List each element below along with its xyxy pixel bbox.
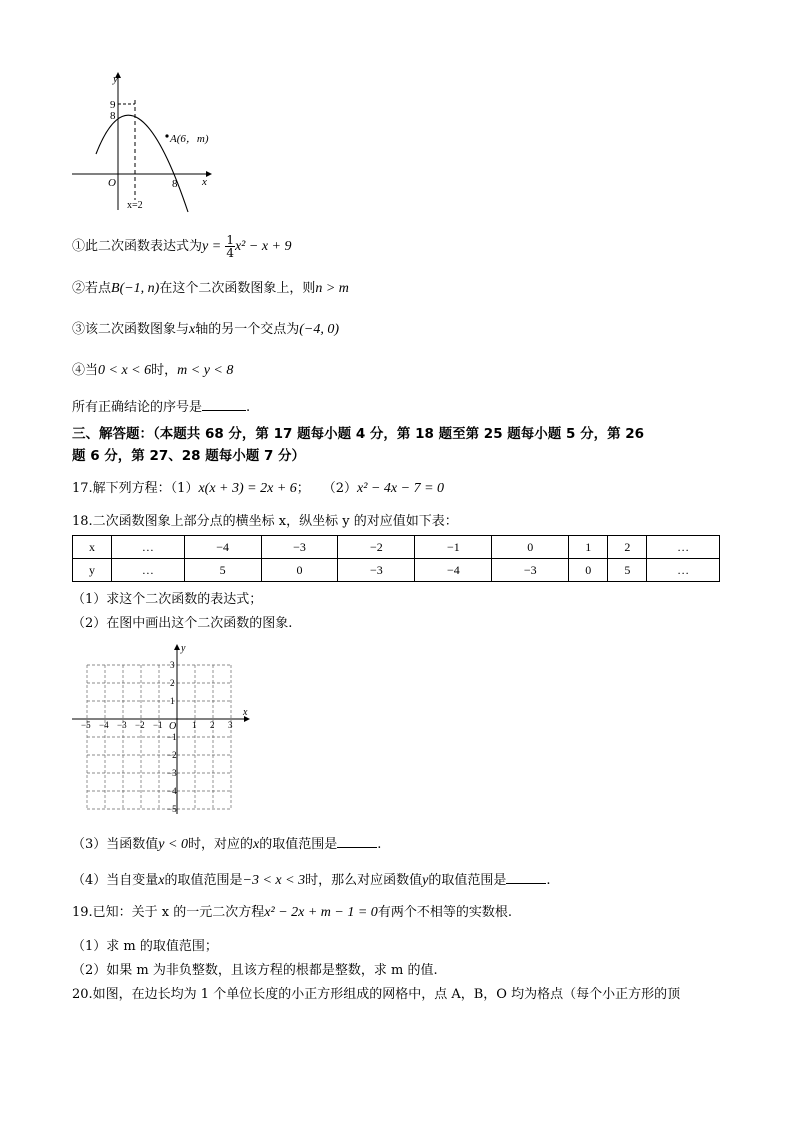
question-18-part-1: （1）求这个二次函数的表达式； xyxy=(72,592,263,607)
table-cell: 0 xyxy=(492,536,569,559)
tick-8-y: 8 xyxy=(110,110,116,122)
tick-9: 9 xyxy=(110,99,116,111)
table-cell: … xyxy=(112,536,185,559)
grid-origin-label: O xyxy=(169,721,177,732)
grid-x-tick-label: 1 xyxy=(192,720,197,730)
grid-x-tick-label: −1 xyxy=(153,720,163,730)
origin-label: O xyxy=(108,177,116,189)
answer-blank xyxy=(337,835,377,848)
statement-2: ②若点B(−1, n)在这个二次函数图象上，则n > m xyxy=(72,281,349,296)
statement-4: ④当0 < x < 6时，m < y < 8 xyxy=(72,363,234,378)
grid-y-tick-label: 2 xyxy=(170,678,175,688)
question-19: 19.已知：关于 x 的一元二次方程x² − 2x + m − 1 = 0有两个不相等的实数根. xyxy=(72,905,512,920)
table-cell: −3 xyxy=(338,559,415,582)
table-row-x xyxy=(73,536,720,559)
table-cell: y xyxy=(73,559,112,582)
answer-blank xyxy=(202,398,246,411)
parabola-graph xyxy=(66,70,216,215)
table-cell: 2 xyxy=(608,536,647,559)
table-row-y xyxy=(73,559,720,582)
grid-y-tick-label: −1 xyxy=(167,732,177,742)
axis-y-label: y xyxy=(113,73,118,85)
table-cell: −4 xyxy=(415,559,492,582)
fraction-one-quarter: $\frac{1}{4}$ xyxy=(226,233,234,260)
table-cell: −2 xyxy=(338,536,415,559)
axis-x-label: x xyxy=(202,176,207,188)
grid-axis-x-label: x xyxy=(243,707,248,718)
question-18-part-3: （3）当函数值y < 0时，对应的x的取值范围是 . xyxy=(72,837,382,852)
answer-blank xyxy=(506,871,546,884)
question-18-intro: 18.二次函数图象上部分点的横坐标 x，纵坐标 y 的对应值如下表： xyxy=(72,514,458,529)
table-cell: −3 xyxy=(492,559,569,582)
coordinate-grid xyxy=(68,640,258,820)
question-18-part-2: （2）在图中画出这个二次函数的图象. xyxy=(72,616,293,631)
table-cell: … xyxy=(112,559,185,582)
tick-8-x: 8 xyxy=(172,178,178,190)
grid-x-tick-label: 3 xyxy=(228,720,233,730)
grid-x-tick-label: −4 xyxy=(99,720,109,730)
question-18-part-4: （4）当自变量x的取值范围是−3 < x < 3时，那么对应函数值y的取值范围是 . xyxy=(72,873,551,888)
table-cell: 1 xyxy=(569,536,608,559)
question-17: 17.解下列方程：（1）x(x + 3) = 2x + 6； （2）x² − 4x − 7 = 0 xyxy=(72,481,445,496)
table-cell: x xyxy=(73,536,112,559)
symmetry-label: x=2 xyxy=(127,200,143,211)
table-cell: −4 xyxy=(184,536,261,559)
table-cell: 5 xyxy=(184,559,261,582)
grid-x-tick-label: −2 xyxy=(135,720,145,730)
grid-y-tick-label: −4 xyxy=(167,786,177,796)
table-cell: … xyxy=(647,536,720,559)
statement-1: ①此二次函数表达式为y = $\frac{1}{4}$ x² − x + 9 xyxy=(72,233,292,260)
statement-3: ③该二次函数图象与x轴的另一个交点为(−4, 0) xyxy=(72,322,340,337)
grid-y-tick-label: 3 xyxy=(170,660,175,670)
point-a-label: A(6，m) xyxy=(170,133,209,145)
grid-x-tick-label: −3 xyxy=(117,720,127,730)
section-3-heading: 三、解答题：（本题共 68 分，第 17 题每小题 4 分，第 18 题至第 25 题每小题 5 分，第 26 题 6 分，第 27、28 题每小题 7 分） xyxy=(72,426,645,464)
question-19-part-1: （1）求 m 的取值范围； xyxy=(72,939,218,954)
grid-y-tick-label: −5 xyxy=(167,804,177,814)
table-cell: 0 xyxy=(261,559,338,582)
grid-x-tick-label: −5 xyxy=(81,720,91,730)
question-19-part-2: （2）如果 m 为非负整数，且该方程的根都是整数，求 m 的值. xyxy=(72,963,438,978)
grid-axis-y-label: y xyxy=(181,643,186,654)
table-cell: −3 xyxy=(261,536,338,559)
table-cell: 0 xyxy=(569,559,608,582)
value-table xyxy=(72,535,720,582)
grid-y-tick-label: 1 xyxy=(170,696,175,706)
grid-y-arrow xyxy=(174,644,180,650)
table-cell: 5 xyxy=(608,559,647,582)
conclusion-line: 所有正确结论的序号是 . xyxy=(72,400,251,415)
x-axis-arrow xyxy=(206,171,212,177)
table-cell: … xyxy=(647,559,720,582)
point-a xyxy=(165,134,168,137)
grid-y-tick-label: −2 xyxy=(167,750,177,760)
question-20: 20.如图，在边长均为 1 个单位长度的小正方形组成的网格中，点 A，B，O 均为格点（每个小正方形的顶 xyxy=(72,987,681,1002)
grid-x-tick-label: 2 xyxy=(210,720,215,730)
parabola-curve xyxy=(96,115,188,212)
table-cell: −1 xyxy=(415,536,492,559)
grid-y-tick-label: −3 xyxy=(167,768,177,778)
